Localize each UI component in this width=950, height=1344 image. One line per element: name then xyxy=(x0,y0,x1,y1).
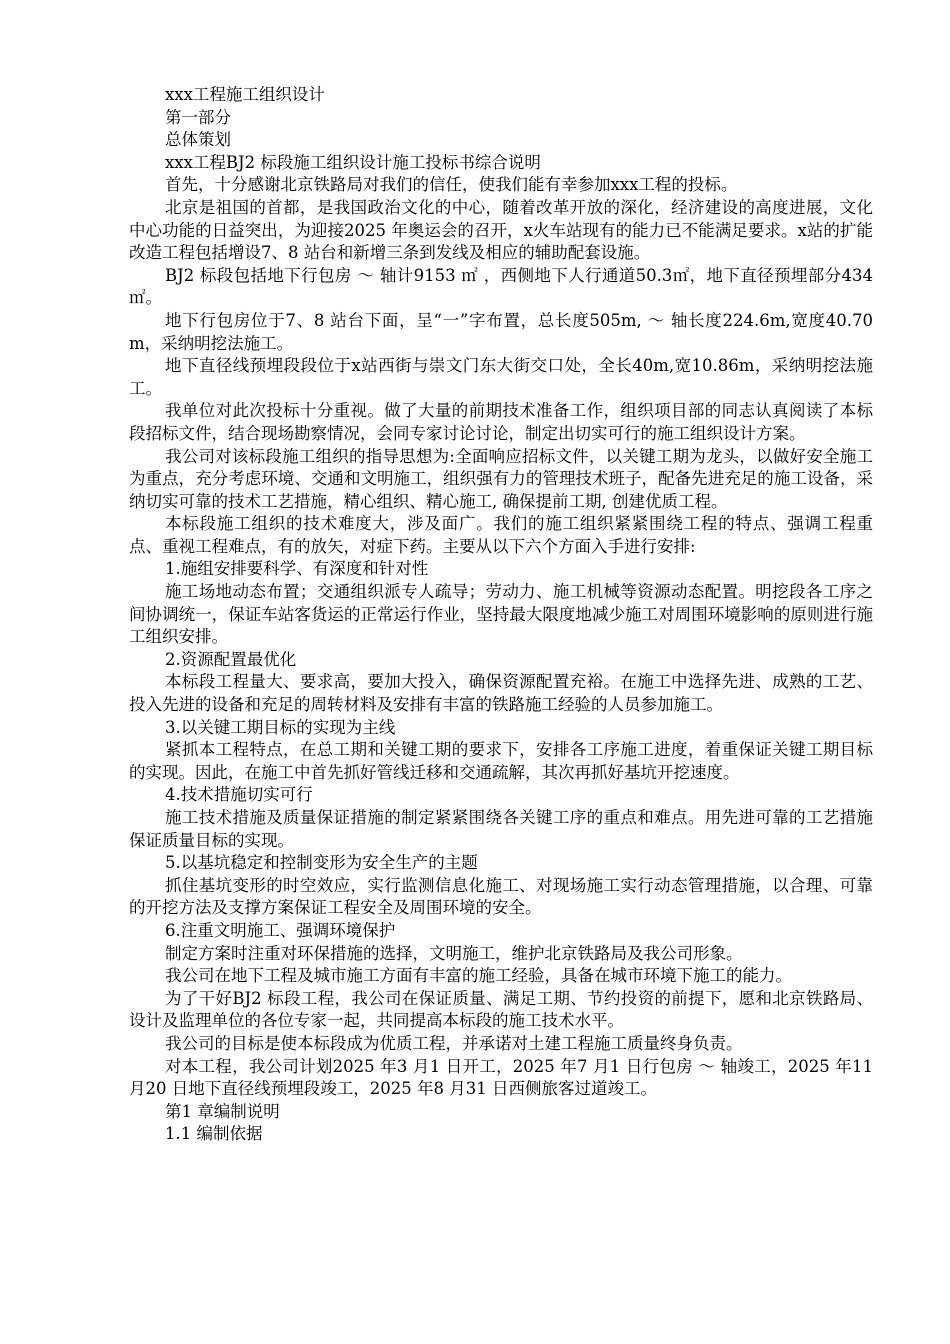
subsection-heading: 1.1 编制依据 xyxy=(165,1124,263,1144)
body-paragraph: 紧抓本工程特点，在总工期和关键工期的要求下，安排各工序施工进度，着重保证关键工期目标的实现。因此，在施工中首先抓好管线迁移和交通疏解，其次再抓好基坑开挖速度。 xyxy=(129,740,873,782)
body-paragraph: 对本工程，我公司计划2025 年3 月1 日开工，2025 年7 月1 日行包房 ～ 轴竣工，2025 年11 月20 日地下直径线预埋段竣工，2025 年8 月31 日西侧旅客过道竣工。 xyxy=(129,1056,873,1099)
body-paragraph: BJ2 标段包括地下行包房 ～ 轴计9153 ㎡ ，西侧地下人行通道50.3㎡，地下直径预埋部分434㎡。 xyxy=(129,265,873,308)
body-paragraph: 地下行包房位于7、8 站台下面，呈“一”字布置，总长度505m, ～ 轴长度224.6m,宽度40.70m，采纳明挖法施工。 xyxy=(129,310,873,353)
body-paragraph: 地下直径线预埋段段位于x站西街与崇文门东大街交口处，全长40m,宽10.86m，采纳明挖法施工。 xyxy=(129,356,873,398)
body-paragraph: 施工场地动态布置；交通组织派专人疏导；劳动力、施工机械等资源动态配置。明挖段各工序之间协调统一，保证车站客货运的正常运行作业，坚持最大限度地减少施工对周围环境影响的原则进行施工组织安排。 xyxy=(129,582,873,647)
body-paragraph: 施工技术措施及质量保证措施的制定紧紧围绕各关键工序的重点和难点。用先进可靠的工艺措施保证质量目标的实现。 xyxy=(129,808,873,850)
body-paragraph: 我单位对此次投标十分重视。做了大量的前期技术准备工作，组织项目部的同志认真阅读了本标段招标文件，结合现场勘察情况，会同专家讨论讨论，制定出切实可行的施工组织设计方案。 xyxy=(129,401,873,443)
numbered-heading: 4.技术措施切实可行 xyxy=(165,785,313,805)
numbered-heading: 2.资源配置最优化 xyxy=(165,649,297,669)
subtitle-heading: xxx工程BJ2 标段施工组织设计施工投标书综合说明 xyxy=(165,152,541,172)
numbered-heading: 3.以关键工期目标的实现为主线 xyxy=(165,717,396,737)
document-body xyxy=(129,84,873,1146)
numbered-heading: 5.以基坑稳定和控制变形为安全生产的主题 xyxy=(165,853,478,873)
body-paragraph: 我公司在地下工程及城市施工方面有丰富的施工经验，具备在城市环境下施工的能力。 xyxy=(165,966,792,986)
numbered-heading: 1.施组安排要科学、有深度和针对性 xyxy=(165,559,429,579)
document-title: xxx工程施工组织设计 xyxy=(165,85,325,104)
body-paragraph: 首先，十分感谢北京铁路局对我们的信任，使我们能有幸参加xxx工程的投标。 xyxy=(165,175,738,195)
body-paragraph: 北京是祖国的首都，是我国政治文化的中心，随着改革开放的深化，经济建设的高度进展，文化中心功能的日益突出，为迎接2025 年奥运会的召开，x火车站现有的能力已不能满足要求。x站的扩能改造工程包括增设7、8 站台和新增三条到发线及相应的辅助配套设施。 xyxy=(129,197,873,263)
section-heading: 总体策划 xyxy=(165,130,231,150)
numbered-heading: 6.注重文明施工、强调环境保护 xyxy=(165,920,396,940)
part-heading: 第一部分 xyxy=(165,107,231,127)
body-paragraph: 我公司对该标段施工组织的指导思想为:全面响应招标文件，以关键工期为龙头，以做好安全施工为重点，充分考虑环境、交通和文明施工，组织强有力的管理技术班子，配备先进充足的施工设备，采纳切实可靠的技术工艺措施，精心组织、精心施工, 确保提前工期, 创建优质工程。 xyxy=(129,446,873,511)
body-paragraph: 制定方案时注重对环保措施的选择，文明施工，维护北京铁路局及我公司形象。 xyxy=(165,943,743,963)
body-paragraph: 本标段施工组织的技术难度大，涉及面广。我们的施工组织紧紧围绕工程的特点、强调工程重点、重视工程难点，有的放矢，对症下药。主要从以下六个方面入手进行安排: xyxy=(129,514,873,556)
body-paragraph: 本标段工程量大、要求高，要加大投入，确保资源配置充裕。在施工中选择先进、成熟的工艺、投入先进的设备和充足的周转材料及安排有丰富的铁路施工经验的人员参加施工。 xyxy=(129,672,873,715)
chapter-heading: 第1 章编制说明 xyxy=(165,1101,280,1121)
body-paragraph: 为了干好BJ2 标段工程，我公司在保证质量、满足工期、节约投资的前提下，愿和北京铁路局、设计及监理单位的各位专家一起，共同提高本标段的施工技术水平。 xyxy=(129,988,873,1031)
body-paragraph: 抓住基坑变形的时空效应，实行监测信息化施工、对现场施工实行动态管理措施，以合理、可靠的开挖方法及支撑方案保证工程安全及周围环境的安全。 xyxy=(129,875,873,918)
body-paragraph: 我公司的目标是使本标段成为优质工程，并承诺对土建工程施工质量终身负责。 xyxy=(165,1033,743,1053)
